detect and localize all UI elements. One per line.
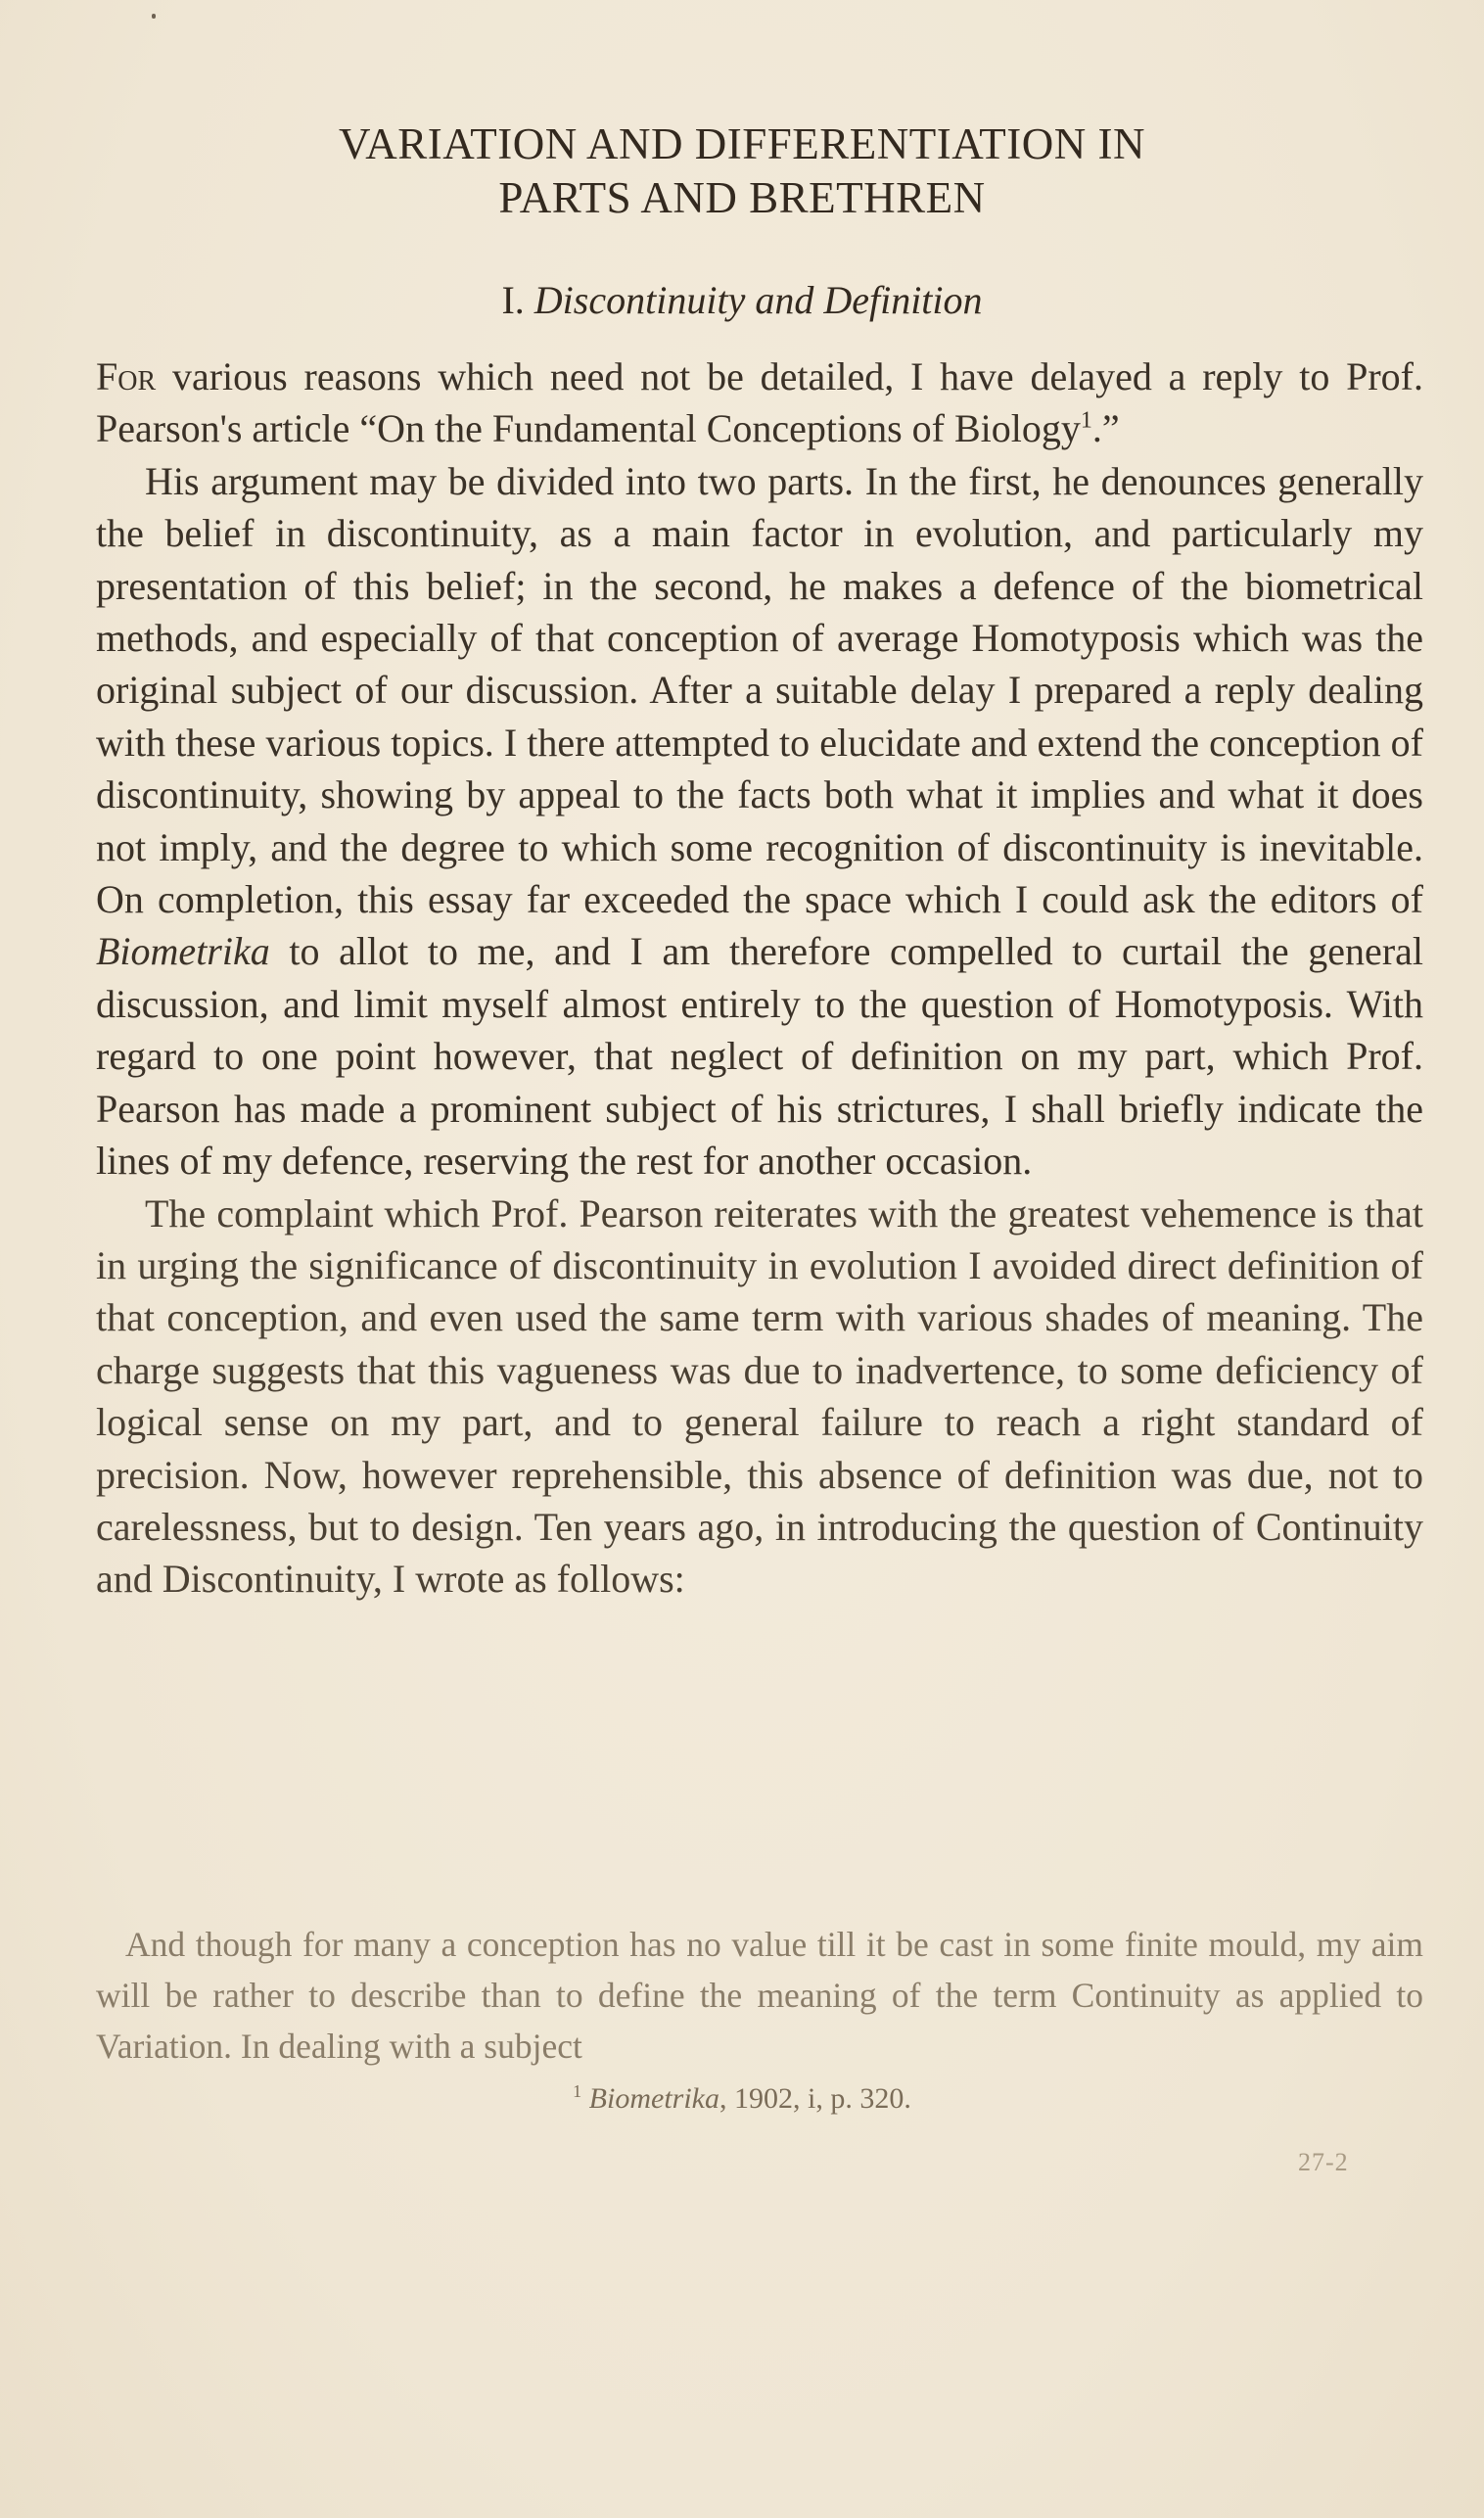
footnote-journal: Biometrika <box>588 2082 719 2115</box>
ink-speck <box>152 14 156 19</box>
paragraph-1-closing: .” <box>1091 406 1120 451</box>
footnote <box>0 2079 1484 2119</box>
paragraph-3: The complaint which Prof. Pearson reiterates with the greatest vehemence is that in urging the significance of discontinuity in evolution I avoided direct definition of that conception, and even used the same term with various shades of meaning. The charge suggests that this vagueness was due to inadvertence, to some deficiency of logical sense on my part, and to general failure to reach a right standard of precision. Now, however reprehensible, this absence of definition was due, not to carelessness, but to design. Ten years ago, in introducing the question of Continuity and Discontinuity, I wrote as follows: <box>96 1190 1423 1602</box>
section-number: I. <box>501 278 525 322</box>
paragraph-2 <box>96 455 1423 1188</box>
block-quote: And though for many a conception has no value till it be cast in some finite mould, my aim will be rather to describe than to define the meaning of the term Continuity as applied to Variation. In dealing with a subject <box>96 1925 1423 2066</box>
paragraph-2-text-end: to allot to me, and I am therefore compelled to curtail the general discussion, and limit myself almost entirely to the question of Homotyposis. With regard to one point however, that neglect of definition on my part, which Prof. Pearson has made a prominent subject of his strictures, I shall briefly indicate the lines of my defence, reserving the rest for another occasion. <box>96 929 1424 1184</box>
paragraph-1 <box>96 350 1423 455</box>
article-title-line-2: PARTS AND BRETHREN <box>498 173 986 222</box>
section-name: Discontinuity and Definition <box>533 278 983 322</box>
section-heading <box>0 276 1484 325</box>
article-title <box>0 117 1484 225</box>
paragraph-1-lead-word: For <box>96 354 157 398</box>
journal-name: Biometrika <box>96 929 270 974</box>
paragraph-2-text-start: His argument may be divided into two parts. In the first, he denounces generally the belief in discontinuity, as a main factor in evolution, and particularly my presentation of this belief; in the second, he makes a defence of the biometrical methods, and especially of that conception of average Homotyposis which was the original subject of our discussion. After a suitable delay I prepared a reply dealing with these various topics. I there attempted to elucidate and extend the conception of discontinuity, showing by appeal to the facts both what it implies and what it does not imply, and the degree to which some recognition of discontinuity is inevitable. On completion, this essay far exceeded the space which I could ask the editors of <box>96 458 1423 922</box>
paragraph-1-text: various reasons which need not be detailed, I have delayed a reply to Prof. Pearson's article “On the Fundamental Conceptions of Biology <box>96 354 1424 451</box>
footnote-marker: 1 <box>1080 408 1092 435</box>
footnote-number: 1 <box>573 2081 582 2101</box>
page-signature: 27-2 <box>1298 2148 1349 2176</box>
body-text <box>96 350 1423 1606</box>
footnote-citation: , 1902, i, p. 320. <box>719 2082 911 2115</box>
article-title-line-1: VARIATION AND DIFFERENTIATION IN <box>339 119 1145 168</box>
